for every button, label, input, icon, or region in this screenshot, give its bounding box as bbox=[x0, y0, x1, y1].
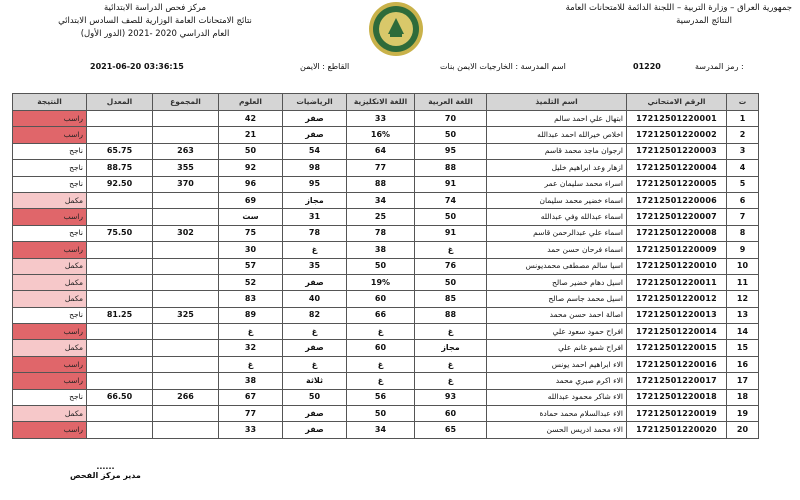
cell-math: غ bbox=[283, 356, 347, 372]
cell-index: 16 bbox=[727, 356, 759, 372]
cell-exam-number: 17212501220011 bbox=[627, 274, 727, 290]
cell-math: 95 bbox=[283, 176, 347, 192]
cell-science: 67 bbox=[219, 389, 283, 405]
cell-index: 18 bbox=[727, 389, 759, 405]
cell-result: راسب bbox=[13, 111, 87, 127]
cell-student-name: الاء محمد ادريس الحسن bbox=[487, 422, 627, 438]
cell-science: 57 bbox=[219, 258, 283, 274]
cell-english: 33 bbox=[347, 111, 415, 127]
cell-arabic: 60 bbox=[415, 406, 487, 422]
cell-arabic: 88 bbox=[415, 307, 487, 323]
cell-english: غ bbox=[347, 373, 415, 389]
cell-exam-number: 17212501220018 bbox=[627, 389, 727, 405]
col-header-index: ت bbox=[727, 94, 759, 111]
col-header-exam-number: الرقم الامتحاني bbox=[627, 94, 727, 111]
cell-result: مكمل bbox=[13, 340, 87, 356]
cell-english: 56 bbox=[347, 389, 415, 405]
cell-result: ناجح bbox=[13, 307, 87, 323]
table-row bbox=[13, 176, 759, 192]
center-name: مركز فحص الدراسة الابتدائية bbox=[103, 3, 207, 13]
cell-english: 66 bbox=[347, 307, 415, 323]
cell-arabic: 50 bbox=[415, 127, 487, 143]
cell-index: 15 bbox=[727, 340, 759, 356]
col-header-math: الرياضيات bbox=[283, 94, 347, 111]
cell-exam-number: 17212501220012 bbox=[627, 291, 727, 307]
cell-total bbox=[153, 356, 219, 372]
cell-math: 78 bbox=[283, 225, 347, 241]
cell-result: راسب bbox=[13, 242, 87, 258]
school-code-label: رمز المدرسة : bbox=[695, 62, 744, 71]
cell-total bbox=[153, 111, 219, 127]
cell-result: مكمل bbox=[13, 291, 87, 307]
cell-math: صفر bbox=[283, 111, 347, 127]
cell-total bbox=[153, 406, 219, 422]
cell-english: 25 bbox=[347, 209, 415, 225]
cell-index: 11 bbox=[727, 274, 759, 290]
cell-science: 32 bbox=[219, 340, 283, 356]
cell-math: 54 bbox=[283, 143, 347, 159]
cell-exam-number: 17212501220015 bbox=[627, 340, 727, 356]
table-row bbox=[13, 143, 759, 159]
col-header-student-name: اسم التلميذ bbox=[487, 94, 627, 111]
cell-student-name: اسماء عبدالله وفي عبدالله bbox=[487, 209, 627, 225]
cell-average bbox=[87, 192, 153, 208]
table-row bbox=[13, 192, 759, 208]
cell-arabic: غ bbox=[415, 373, 487, 389]
cell-student-name: الاء ابراهيم احمد يونس bbox=[487, 356, 627, 372]
table-row bbox=[13, 406, 759, 422]
cell-math: 40 bbox=[283, 291, 347, 307]
cell-arabic: 74 bbox=[415, 192, 487, 208]
cell-arabic: 88 bbox=[415, 160, 487, 176]
ministry-line: جمهورية العراق – وزارة التربية – اللجنة الدائمة للامتحانات العامة bbox=[565, 3, 792, 13]
table-row bbox=[13, 307, 759, 323]
cell-index: 13 bbox=[727, 307, 759, 323]
cell-result: راسب bbox=[13, 356, 87, 372]
academic-year: العام الدراسي 2020 -2021 (الدور الأول) bbox=[80, 29, 230, 39]
cell-exam-number: 17212501220006 bbox=[627, 192, 727, 208]
cell-exam-number: 17212501220003 bbox=[627, 143, 727, 159]
cell-arabic: 93 bbox=[415, 389, 487, 405]
cell-english: 60 bbox=[347, 291, 415, 307]
table-row bbox=[13, 373, 759, 389]
cell-average bbox=[87, 422, 153, 438]
cell-math: صفر bbox=[283, 340, 347, 356]
cell-english: 16% bbox=[347, 127, 415, 143]
cell-total bbox=[153, 258, 219, 274]
cell-result: ناجح bbox=[13, 160, 87, 176]
cell-science: 50 bbox=[219, 143, 283, 159]
cell-math: 31 bbox=[283, 209, 347, 225]
cell-exam-number: 17212501220017 bbox=[627, 373, 727, 389]
cell-index: 19 bbox=[727, 406, 759, 422]
cell-english: 64 bbox=[347, 143, 415, 159]
cell-result: ناجح bbox=[13, 176, 87, 192]
cell-total: 370 bbox=[153, 176, 219, 192]
cell-science: 30 bbox=[219, 242, 283, 258]
cell-index: 14 bbox=[727, 324, 759, 340]
cell-index: 9 bbox=[727, 242, 759, 258]
signature-block bbox=[70, 462, 141, 480]
cell-science: 33 bbox=[219, 422, 283, 438]
school-code: 01220 bbox=[633, 62, 661, 71]
school-info-bar bbox=[0, 62, 800, 76]
cell-total bbox=[153, 127, 219, 143]
cell-result: مكمل bbox=[13, 406, 87, 422]
cell-student-name: اسماء خضير محمد سليمان bbox=[487, 192, 627, 208]
cell-student-name: الاء اكرم صبري محمد bbox=[487, 373, 627, 389]
cell-science: 21 bbox=[219, 127, 283, 143]
cell-exam-number: 17212501220004 bbox=[627, 160, 727, 176]
cell-exam-number: 17212501220008 bbox=[627, 225, 727, 241]
table-row bbox=[13, 242, 759, 258]
cell-science: 77 bbox=[219, 406, 283, 422]
cell-student-name: الاء عبدالسلام محمد حمادة bbox=[487, 406, 627, 422]
cell-arabic: 76 bbox=[415, 258, 487, 274]
cell-total bbox=[153, 373, 219, 389]
cell-math: 82 bbox=[283, 307, 347, 323]
cell-student-name: اسيا سالم مصطفى محمديونس bbox=[487, 258, 627, 274]
table-row bbox=[13, 274, 759, 290]
cell-science: 52 bbox=[219, 274, 283, 290]
table-row bbox=[13, 324, 759, 340]
cell-index: 2 bbox=[727, 127, 759, 143]
cell-total: 263 bbox=[153, 143, 219, 159]
page-header bbox=[0, 0, 800, 60]
cell-student-name: ارجوان ماجد محمد قاسم bbox=[487, 143, 627, 159]
cell-exam-number: 17212501220009 bbox=[627, 242, 727, 258]
ministry-seal-icon bbox=[366, 0, 426, 58]
cell-math: 50 bbox=[283, 389, 347, 405]
cell-math: مجاز bbox=[283, 192, 347, 208]
cell-result: ناجح bbox=[13, 143, 87, 159]
cell-english: 38 bbox=[347, 242, 415, 258]
table-header-row bbox=[13, 94, 759, 111]
cell-math: غ bbox=[283, 324, 347, 340]
cell-arabic: غ bbox=[415, 242, 487, 258]
cell-arabic: غ bbox=[415, 356, 487, 372]
cell-index: 5 bbox=[727, 176, 759, 192]
cell-math: صفر bbox=[283, 127, 347, 143]
cell-result: ناجح bbox=[13, 389, 87, 405]
table-row bbox=[13, 356, 759, 372]
cell-index: 12 bbox=[727, 291, 759, 307]
cell-math: غ bbox=[283, 242, 347, 258]
cell-science: غ bbox=[219, 324, 283, 340]
cell-total bbox=[153, 274, 219, 290]
cell-exam-number: 17212501220019 bbox=[627, 406, 727, 422]
cell-math: ثلاثة bbox=[283, 373, 347, 389]
table-row bbox=[13, 127, 759, 143]
table-row bbox=[13, 291, 759, 307]
cell-exam-number: 17212501220010 bbox=[627, 258, 727, 274]
cell-average bbox=[87, 324, 153, 340]
cell-average bbox=[87, 340, 153, 356]
school-name: اسم المدرسة : الخارجيات الايمن بنات bbox=[440, 62, 566, 71]
cell-index: 7 bbox=[727, 209, 759, 225]
cell-science: 96 bbox=[219, 176, 283, 192]
cell-student-name: افراح حمود سعود علي bbox=[487, 324, 627, 340]
cell-result: راسب bbox=[13, 373, 87, 389]
col-header-average: المعدل bbox=[87, 94, 153, 111]
cell-exam-number: 17212501220013 bbox=[627, 307, 727, 323]
cell-english: غ bbox=[347, 356, 415, 372]
cell-science: 83 bbox=[219, 291, 283, 307]
cell-science: 92 bbox=[219, 160, 283, 176]
cell-average bbox=[87, 209, 153, 225]
cell-english: 34 bbox=[347, 192, 415, 208]
table-row bbox=[13, 160, 759, 176]
cell-index: 8 bbox=[727, 225, 759, 241]
cell-english: 88 bbox=[347, 176, 415, 192]
cell-science: 75 bbox=[219, 225, 283, 241]
col-header-result: النتيجة bbox=[13, 94, 87, 111]
cell-index: 3 bbox=[727, 143, 759, 159]
cell-arabic: 91 bbox=[415, 176, 487, 192]
cell-english: 50 bbox=[347, 258, 415, 274]
cell-arabic: 95 bbox=[415, 143, 487, 159]
cell-total bbox=[153, 242, 219, 258]
cell-exam-number: 17212501220014 bbox=[627, 324, 727, 340]
cell-average: 66.50 bbox=[87, 389, 153, 405]
cell-index: 1 bbox=[727, 111, 759, 127]
cell-science: غ bbox=[219, 356, 283, 372]
cell-student-name: اسماء علي عبدالرحمن قاسم bbox=[487, 225, 627, 241]
cell-student-name: اخلاص خيرالله احمد عبدالله bbox=[487, 127, 627, 143]
cell-math: صفر bbox=[283, 422, 347, 438]
cell-exam-number: 17212501220001 bbox=[627, 111, 727, 127]
exam-center-block bbox=[40, 2, 270, 41]
school-results-title: النتائج المدرسية bbox=[676, 16, 732, 26]
cell-total bbox=[153, 291, 219, 307]
cell-average bbox=[87, 291, 153, 307]
cell-student-name: ازهار وعد ابراهيم خليل bbox=[487, 160, 627, 176]
sector-label: القاطع : الايمن bbox=[300, 62, 350, 71]
cell-arabic: 65 bbox=[415, 422, 487, 438]
cell-average bbox=[87, 127, 153, 143]
col-header-total: المجموع bbox=[153, 94, 219, 111]
cell-student-name: اسراء محمد سليمان عمر bbox=[487, 176, 627, 192]
table-row bbox=[13, 209, 759, 225]
cell-english: 77 bbox=[347, 160, 415, 176]
cell-total: 325 bbox=[153, 307, 219, 323]
cell-average: 81.25 bbox=[87, 307, 153, 323]
cell-arabic: 70 bbox=[415, 111, 487, 127]
cell-average bbox=[87, 356, 153, 372]
results-table bbox=[12, 93, 759, 439]
table-row bbox=[13, 422, 759, 438]
cell-result: راسب bbox=[13, 127, 87, 143]
cell-english: 19% bbox=[347, 274, 415, 290]
cell-total: 302 bbox=[153, 225, 219, 241]
cell-science: 42 bbox=[219, 111, 283, 127]
cell-exam-number: 17212501220016 bbox=[627, 356, 727, 372]
table-row bbox=[13, 111, 759, 127]
cell-result: ناجح bbox=[13, 225, 87, 241]
cell-average: 92.50 bbox=[87, 176, 153, 192]
cell-student-name: اصالة احمد حسن محمد bbox=[487, 307, 627, 323]
cell-exam-number: 17212501220002 bbox=[627, 127, 727, 143]
cell-math: 98 bbox=[283, 160, 347, 176]
cell-index: 4 bbox=[727, 160, 759, 176]
cell-english: 78 bbox=[347, 225, 415, 241]
timestamp: 2021-06-20 03:36:15 bbox=[90, 62, 184, 71]
cell-english: 34 bbox=[347, 422, 415, 438]
cell-science: 38 bbox=[219, 373, 283, 389]
cell-student-name: اسيل دهام خضير صالح bbox=[487, 274, 627, 290]
cell-arabic: 50 bbox=[415, 209, 487, 225]
table-row bbox=[13, 225, 759, 241]
cell-science: 89 bbox=[219, 307, 283, 323]
table-row bbox=[13, 258, 759, 274]
ministry-block bbox=[512, 2, 792, 28]
col-header-science: العلوم bbox=[219, 94, 283, 111]
cell-student-name: الاء شاكر محمود عبدالله bbox=[487, 389, 627, 405]
cell-index: 20 bbox=[727, 422, 759, 438]
cell-arabic: 85 bbox=[415, 291, 487, 307]
cell-result: راسب bbox=[13, 324, 87, 340]
cell-total: 266 bbox=[153, 389, 219, 405]
cell-average: 88.75 bbox=[87, 160, 153, 176]
cell-total bbox=[153, 209, 219, 225]
cell-result: مكمل bbox=[13, 274, 87, 290]
cell-result: راسب bbox=[13, 209, 87, 225]
cell-exam-number: 17212501220005 bbox=[627, 176, 727, 192]
table-row bbox=[13, 340, 759, 356]
cell-average: 65.75 bbox=[87, 143, 153, 159]
cell-arabic: 91 bbox=[415, 225, 487, 241]
signature-dots: ...... bbox=[96, 462, 115, 471]
cell-english: غ bbox=[347, 324, 415, 340]
cell-index: 6 bbox=[727, 192, 759, 208]
cell-total bbox=[153, 324, 219, 340]
cell-arabic: مجاز bbox=[415, 340, 487, 356]
cell-science: ست bbox=[219, 209, 283, 225]
col-header-arabic: اللغة العربية bbox=[415, 94, 487, 111]
signature-title: مدير مركز الفحص bbox=[70, 471, 141, 480]
cell-english: 50 bbox=[347, 406, 415, 422]
cell-result: راسب bbox=[13, 422, 87, 438]
cell-student-name: اسيل محمد جاسم صالح bbox=[487, 291, 627, 307]
cell-math: 35 bbox=[283, 258, 347, 274]
cell-arabic: غ bbox=[415, 324, 487, 340]
cell-average bbox=[87, 274, 153, 290]
cell-average bbox=[87, 406, 153, 422]
cell-english: 60 bbox=[347, 340, 415, 356]
cell-math: صفر bbox=[283, 274, 347, 290]
cell-average bbox=[87, 111, 153, 127]
cell-result: مكمل bbox=[13, 192, 87, 208]
table-row bbox=[13, 389, 759, 405]
col-header-english: اللغة الانكليزية bbox=[347, 94, 415, 111]
cell-total bbox=[153, 340, 219, 356]
cell-student-name: افراح شمو غانم علي bbox=[487, 340, 627, 356]
cell-math: صفر bbox=[283, 406, 347, 422]
cell-result: مكمل bbox=[13, 258, 87, 274]
cell-average: 75.50 bbox=[87, 225, 153, 241]
cell-total bbox=[153, 422, 219, 438]
cell-average bbox=[87, 242, 153, 258]
cell-average bbox=[87, 258, 153, 274]
cell-index: 17 bbox=[727, 373, 759, 389]
cell-total: 355 bbox=[153, 160, 219, 176]
exam-title: نتائج الامتحانات العامة الوزارية للصف السادس الابتدائي bbox=[58, 16, 252, 26]
cell-exam-number: 17212501220007 bbox=[627, 209, 727, 225]
cell-student-name: اسماء فرحان حسن حمد bbox=[487, 242, 627, 258]
cell-student-name: ابتهال علي احمد سالم bbox=[487, 111, 627, 127]
cell-exam-number: 17212501220020 bbox=[627, 422, 727, 438]
cell-average bbox=[87, 373, 153, 389]
cell-science: 69 bbox=[219, 192, 283, 208]
cell-total bbox=[153, 192, 219, 208]
cell-index: 10 bbox=[727, 258, 759, 274]
cell-arabic: 50 bbox=[415, 274, 487, 290]
